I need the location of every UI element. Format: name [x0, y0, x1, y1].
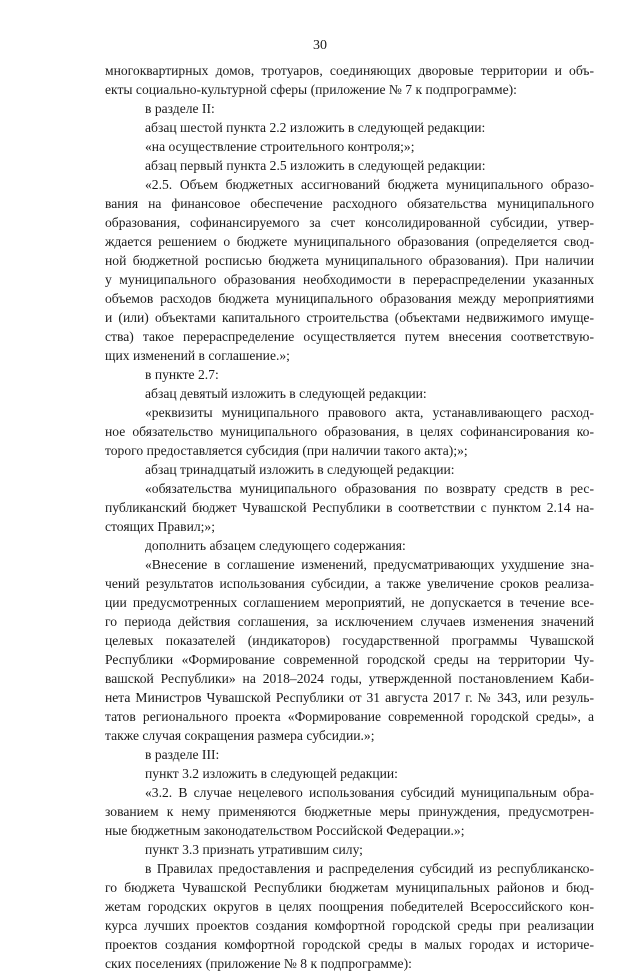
- text-line: «2.5. Объем бюджетных ассигнований бюджета муниципального образо-: [145, 177, 594, 192]
- text-line: ной бюджетной росписью бюджета муниципального образования). При наличии: [105, 253, 594, 268]
- text-line: «на осуществление строительного контроля;»;: [145, 139, 415, 154]
- text-line: жетам городских округов в целях поощрения победителей Всероссийского кон-: [105, 899, 594, 914]
- text-line: абзац шестой пункта 2.2 изложить в следующей редакции:: [145, 120, 486, 135]
- text-line: объемов расходов бюджета муниципального образования между мероприятиями: [105, 291, 594, 306]
- text-line: у муниципального образования необходимости в перераспределении указанных: [105, 272, 594, 287]
- text-line: ции предусмотренных соглашением мероприятий, не допускается в течение все-: [105, 595, 594, 610]
- text-line: в разделе II:: [145, 101, 215, 116]
- text-line: стоящих Правил;»;: [105, 519, 215, 534]
- text-line: ждается решением о бюджете муниципального образования (определяется свод-: [105, 234, 594, 249]
- text-line: и (или) объектами капитального строительства (объектами недвижимого имуще-: [105, 310, 594, 325]
- text-line: «Внесение в соглашение изменений, предусматривающих ухудшение зна-: [145, 557, 594, 572]
- text-line: проектов создания комфортной городской среды в малых городах и историче-: [105, 937, 594, 952]
- text-line: образования, софинансируемого за счет консолидированной субсидии, утвер-: [105, 215, 594, 230]
- text-line: торого предоставляется субсидия (при наличии такого акта);»;: [105, 443, 468, 458]
- text-line: ских поселениях (приложение № 8 к подпрограмме):: [105, 956, 412, 971]
- text-line: также случая сокращения размера субсидии.»;: [105, 728, 375, 743]
- text-line: «реквизиты муниципального правового акта, устанавливающего расход-: [145, 405, 594, 420]
- text-line: «обязательства муниципального образования по возврату средств в рес-: [145, 481, 594, 496]
- text-line: нета Министров Чувашской Республики от 31 августа 2017 г. № 343, или резуль-: [105, 690, 594, 705]
- text-line: целевых показателей (индикаторов) государственной программы Чувашской: [105, 633, 594, 648]
- text-line: абзац тринадцатый изложить в следующей редакции:: [145, 462, 455, 477]
- text-line: го периода действия соглашения, за исключением случаев изменения значений: [105, 614, 594, 629]
- text-line: зованием к нему применяются бюджетные меры принуждения, предусмотрен-: [105, 804, 594, 819]
- text-line: абзац девятый изложить в следующей редакции:: [145, 386, 427, 401]
- text-line: татов регионального проекта «Формирование современной городской среды», а: [105, 709, 594, 724]
- text-line: го бюджета Чувашской Республики бюджетам муниципальных районов и бюд-: [105, 880, 594, 895]
- text-line: абзац первый пункта 2.5 изложить в следующей редакции:: [145, 158, 486, 173]
- text-line: в Правилах предоставления и распределения субсидий из республиканско-: [145, 861, 594, 876]
- text-line: ства) такое перераспределение осуществляется путем внесения соответствую-: [105, 329, 594, 344]
- text-line: публиканский бюджет Чувашской Республики в соответствии с пунктом 2.14 на-: [105, 500, 594, 515]
- text-line: многоквартирных домов, тротуаров, соединяющих дворовые территории и объ-: [105, 63, 594, 78]
- text-line: вашской Республики» на 2018–2024 годы, утвержденной постановлением Каби-: [105, 671, 594, 686]
- text-line: Республики «Формирование современной городской среды на территории Чу-: [105, 652, 594, 667]
- text-line: «3.2. В случае нецелевого использования субсидий муниципальным обра-: [145, 785, 594, 800]
- text-line: ное обязательство муниципального образования, в целях софинансирования ко-: [105, 424, 594, 439]
- text-line: пункт 3.3 признать утратившим силу;: [145, 842, 363, 857]
- text-line: дополнить абзацем следующего содержания:: [145, 538, 406, 553]
- text-line: пункт 3.2 изложить в следующей редакции:: [145, 766, 398, 781]
- document-body: [105, 61, 594, 973]
- text-line: щих изменений в соглашение.»;: [105, 348, 290, 363]
- text-line: чений результатов использования субсидии, а также увеличение сроков реализа-: [105, 576, 594, 591]
- text-line: в разделе III:: [145, 747, 220, 762]
- text-line: екты социально-культурной сферы (приложение № 7 к подпрограмме):: [105, 82, 517, 97]
- page-number: 30: [313, 38, 327, 53]
- text-line: ные бюджетным законодательством Российской Федерации.»;: [105, 823, 465, 838]
- text-line: вания на финансовое обеспечение расходного обязательства муниципального: [105, 196, 594, 211]
- text-line: в пункте 2.7:: [145, 367, 219, 382]
- text-line: курса лучших проектов создания комфортной городской среды при реализации: [105, 918, 594, 933]
